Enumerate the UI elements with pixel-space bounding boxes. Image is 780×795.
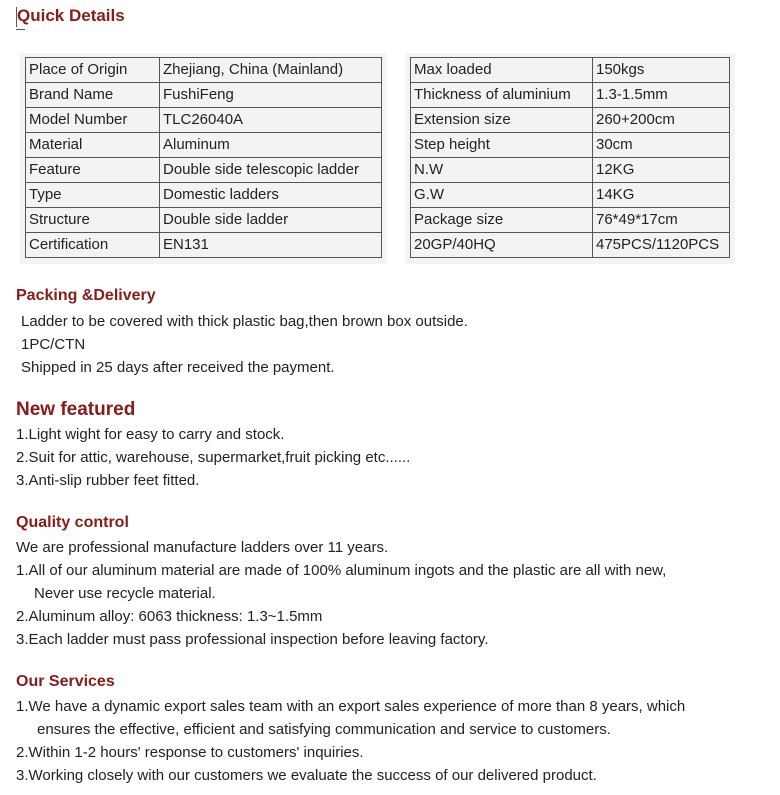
services-line: 3.Working closely with our customers we evaluate the success of our delivered product. bbox=[16, 767, 597, 784]
spec-value: EN131 bbox=[160, 233, 382, 258]
table-row bbox=[411, 133, 730, 158]
spec-value: TLC26040A bbox=[160, 108, 382, 133]
spec-value: 12KG bbox=[593, 158, 730, 183]
feature-line: 3.Anti-slip rubber feet fitted. bbox=[16, 472, 200, 489]
quality-line: Never use recycle material. bbox=[34, 585, 216, 602]
cursor-underline bbox=[16, 29, 25, 30]
services-line: ensures the effective, efficient and satisfying communication and service to customers. bbox=[37, 721, 611, 738]
spec-key: Max loaded bbox=[411, 58, 593, 83]
table-row bbox=[411, 158, 730, 183]
spec-value: FushiFeng bbox=[160, 83, 382, 108]
packing-line: 1PC/CTN bbox=[21, 336, 86, 353]
spec-value: 1.3-1.5mm bbox=[593, 83, 730, 108]
quality-line: 3.Each ladder must pass professional inspection before leaving factory. bbox=[16, 631, 489, 648]
spec-key: Certification bbox=[26, 233, 160, 258]
spec-key: Step height bbox=[411, 133, 593, 158]
spec-value: Zhejiang, China (Mainland) bbox=[160, 58, 382, 83]
spec-key: Structure bbox=[26, 208, 160, 233]
table-row bbox=[26, 133, 382, 158]
spec-key: Material bbox=[26, 133, 160, 158]
table-row bbox=[411, 83, 730, 108]
table-row bbox=[26, 233, 382, 258]
quality-heading: Quality control bbox=[16, 514, 129, 531]
table-row bbox=[26, 208, 382, 233]
spec-key: Type bbox=[26, 183, 160, 208]
table-row bbox=[411, 208, 730, 233]
quality-line: We are professional manufacture ladders over 11 years. bbox=[16, 539, 389, 556]
spec-table-left bbox=[25, 57, 382, 258]
spec-value: 475PCS/1120PCS bbox=[593, 233, 730, 258]
spec-value: 30cm bbox=[593, 133, 730, 158]
services-line: 1.We have a dynamic export sales team with an export sales experience of more than 8 years, which bbox=[16, 698, 686, 715]
packing-heading: Packing &Delivery bbox=[16, 287, 156, 304]
table-row bbox=[411, 183, 730, 208]
spec-key: 20GP/40HQ bbox=[411, 233, 593, 258]
spec-key: Extension size bbox=[411, 108, 593, 133]
quality-line: 1.All of our aluminum material are made of 100% aluminum ingots and the plastic are all with new, bbox=[16, 562, 667, 579]
spec-key: Thickness of aluminium bbox=[411, 83, 593, 108]
services-line: 2.Within 1-2 hours' response to customers' inquiries. bbox=[16, 744, 364, 761]
table-row bbox=[26, 108, 382, 133]
spec-table-right bbox=[410, 57, 730, 258]
spec-value: Domestic ladders bbox=[160, 183, 382, 208]
spec-key: N.W bbox=[411, 158, 593, 183]
table-row bbox=[26, 58, 382, 83]
spec-value: Aluminum bbox=[160, 133, 382, 158]
spec-key: Model Number bbox=[26, 108, 160, 133]
new-featured-heading: New featured bbox=[16, 399, 136, 420]
spec-key: Feature bbox=[26, 158, 160, 183]
spec-key: G.W bbox=[411, 183, 593, 208]
table-row bbox=[411, 58, 730, 83]
spec-key: Package size bbox=[411, 208, 593, 233]
spec-value: 14KG bbox=[593, 183, 730, 208]
quality-line: 2.Aluminum alloy: 6063 thickness: 1.3~1.5mm bbox=[16, 608, 323, 625]
table-row bbox=[26, 183, 382, 208]
spec-value: 150kgs bbox=[593, 58, 730, 83]
packing-line: Shipped in 25 days after received the payment. bbox=[21, 359, 335, 376]
table-row bbox=[411, 108, 730, 133]
spec-value: Double side telescopic ladder bbox=[160, 158, 382, 183]
table-row bbox=[411, 233, 730, 258]
spec-value: 76*49*17cm bbox=[593, 208, 730, 233]
table-row bbox=[26, 158, 382, 183]
feature-line: 2.Suit for attic, warehouse, supermarket,fruit picking etc...... bbox=[16, 449, 411, 466]
packing-line: Ladder to be covered with thick plastic bag,then brown box outside. bbox=[21, 313, 468, 330]
quick-details-heading: Quick Details bbox=[17, 6, 125, 25]
spec-key: Place of Origin bbox=[26, 58, 160, 83]
spec-value: 260+200cm bbox=[593, 108, 730, 133]
spec-key: Brand Name bbox=[26, 83, 160, 108]
spec-value: Double side ladder bbox=[160, 208, 382, 233]
table-row bbox=[26, 83, 382, 108]
feature-line: 1.Light wight for easy to carry and stock. bbox=[16, 426, 285, 443]
services-heading: Our Services bbox=[16, 673, 115, 690]
